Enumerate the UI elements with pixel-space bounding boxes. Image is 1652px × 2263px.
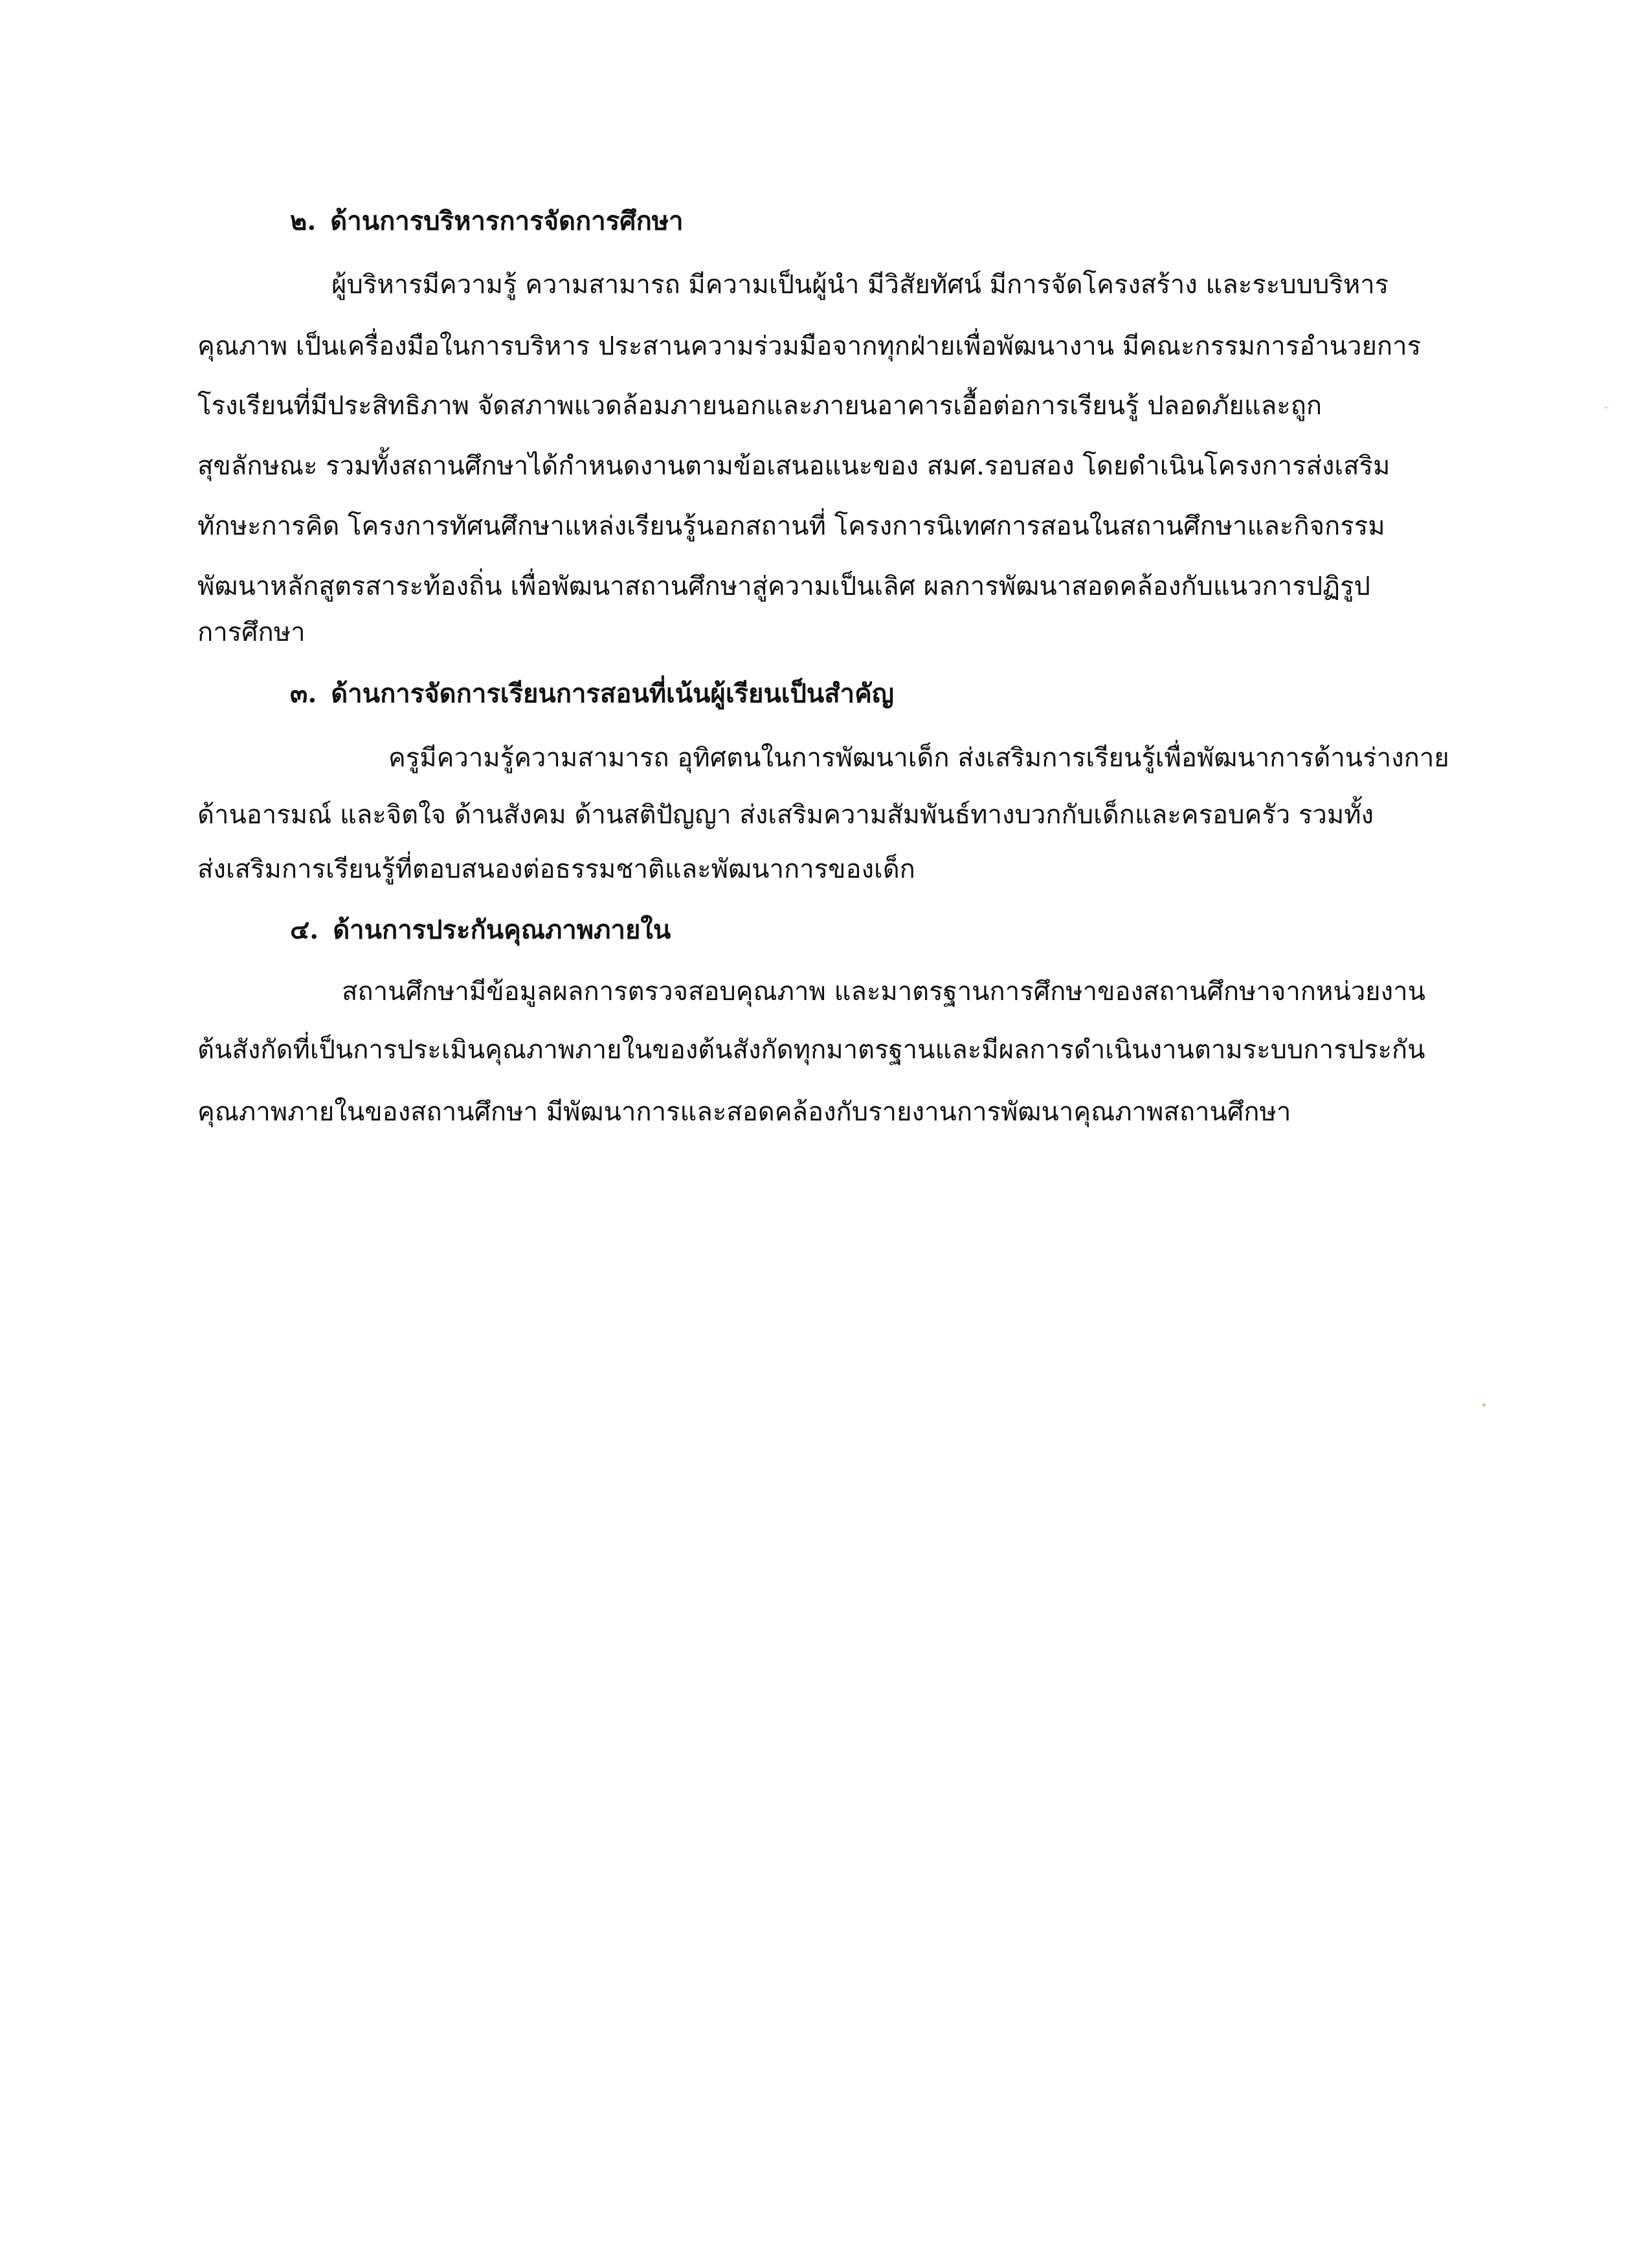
paragraph-line: คุณภาพ เป็นเครื่องมือในการบริหาร ประสานความร่วมมือจากทุกฝ่ายเพื่อพัฒนางาน มีคณะกรรมการอำนวยการ bbox=[197, 331, 1422, 361]
paragraph-line: ต้นสังกัดที่เป็นการประเมินคุณภาพภายในของต้นสังกัดทุกมาตรฐานและมีผลการดำเนินงานตามระบบการประกัน bbox=[197, 1035, 1425, 1065]
paragraph-line: ผู้บริหารมีความรู้ ความสามารถ มีความเป็นผู้นำ มีวิสัยทัศน์ มีการจัดโครงสร้าง และระบบบริหาร bbox=[331, 270, 1389, 300]
section-title: ด้านการประกันคุณภาพภายใน bbox=[333, 915, 671, 945]
paragraph-line: โรงเรียนที่มีประสิทธิภาพ จัดสภาพแวดล้อมภายนอกและภายนอาคารเอื้อต่อการเรียนรู้ ปลอดภัยและถูก bbox=[197, 391, 1323, 421]
paragraph-line: ครูมีความรู้ความสามารถ อุทิศตนในการพัฒนาเด็ก ส่งเสริมการเรียนรู้เพื่อพัฒนาการด้านร่างกาย bbox=[388, 743, 1449, 773]
section-title: ด้านการจัดการเรียนการสอนที่เน้นผู้เรียนเป็นสำคัญ bbox=[331, 678, 894, 709]
section-number: ๔. bbox=[290, 915, 319, 945]
paragraph-line: คุณภาพภายในของสถานศึกษา มีพัฒนาการและสอดคล้องกับรายงานการพัฒนาคุณภาพสถานศึกษา bbox=[197, 1097, 1291, 1127]
section-2-heading bbox=[290, 202, 684, 241]
scan-speck bbox=[1605, 407, 1607, 408]
paragraph-line: สุขลักษณะ รวมทั้งสถานศึกษาได้กำหนดงานตามข้อเสนอแนะของ สมศ.รอบสอง โดยดำเนินโครงการส่งเสริม bbox=[197, 451, 1390, 481]
section-number: ๓. bbox=[290, 678, 317, 709]
section-3-heading bbox=[290, 674, 894, 713]
paragraph-line: สถานศึกษามีข้อมูลผลการตรวจสอบคุณภาพ และมาตรฐานการศึกษาของสถานศึกษาจากหน่วยงาน bbox=[342, 977, 1425, 1007]
paragraph-line: ทักษะการคิด โครงการทัศนศึกษาแหล่งเรียนรู้นอกสถานที่ โครงการนิเทศการสอนในสถานศึกษาและกิจกรรม bbox=[197, 511, 1385, 541]
section-4-heading bbox=[290, 911, 671, 950]
paragraph-line: พัฒนาหลักสูตรสาระท้องถิ่น เพื่อพัฒนาสถานศึกษาสู่ความเป็นเลิศ ผลการพัฒนาสอดคล้องกับแนวการปฏิรูป bbox=[197, 572, 1370, 601]
section-title: ด้านการบริหารการจัดการศึกษา bbox=[330, 206, 684, 236]
scan-speck bbox=[1482, 1403, 1486, 1407]
paragraph-line: ส่งเสริมการเรียนรู้ที่ตอบสนองต่อธรรมชาติและพัฒนาการของเด็ก bbox=[197, 854, 915, 884]
paragraph-line: ด้านอารมณ์ และจิตใจ ด้านสังคม ด้านสติปัญญา ส่งเสริมความสัมพันธ์ทางบวกกับเด็กและครอบครัว รวมทั้ง bbox=[197, 800, 1374, 830]
paragraph-line: การศึกษา bbox=[197, 618, 306, 647]
section-number: ๒. bbox=[290, 206, 317, 236]
